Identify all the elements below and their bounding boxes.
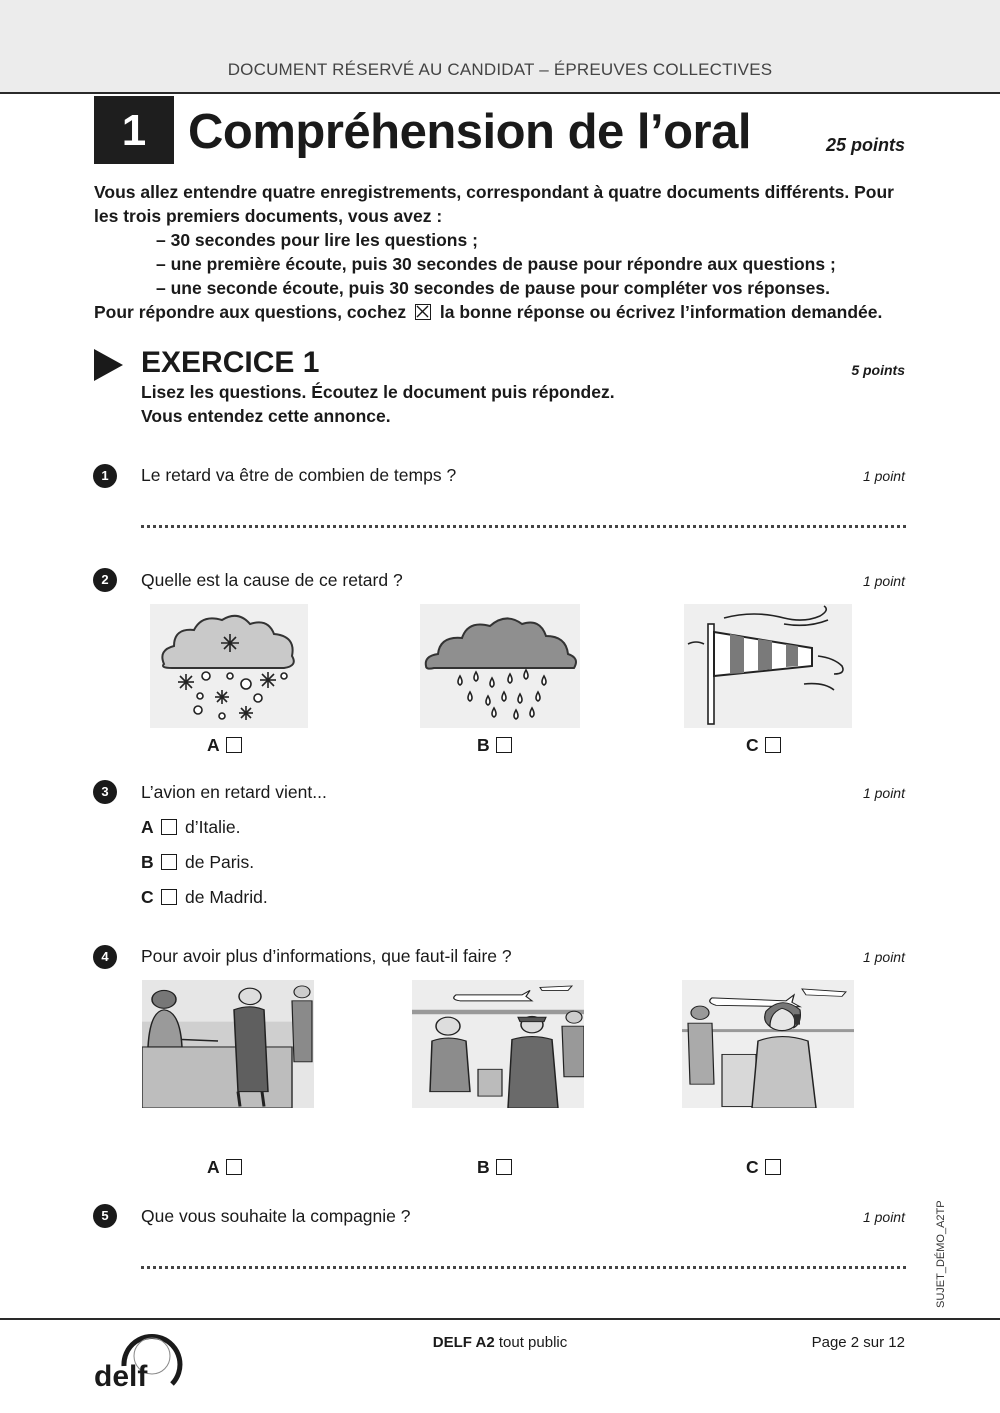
checkbox[interactable] (496, 1159, 512, 1175)
page-number: Page 2 sur 12 (811, 1334, 905, 1351)
question-points-4: 1 point (862, 949, 905, 965)
option-text: de Madrid. (185, 887, 268, 907)
option-letter: B (477, 735, 490, 755)
option-label-4c (746, 1157, 781, 1178)
exercise-instruction-line: Vous entendez cette annonce. (141, 406, 391, 426)
section-number: 1 (94, 96, 174, 164)
question-points-5: 1 point (862, 1209, 905, 1225)
checkbox[interactable] (161, 854, 177, 870)
checkbox[interactable] (496, 737, 512, 753)
question-number-5: 5 (93, 1204, 117, 1228)
checkbox[interactable] (161, 889, 177, 905)
header-text: DOCUMENT RÉSERVÉ AU CANDIDAT – ÉPREUVES COLLECTIVES (227, 60, 773, 79)
option-letter: C (141, 887, 154, 907)
intro-answer-line (94, 300, 906, 324)
option-letter: C (746, 735, 759, 755)
option-label-2c (746, 735, 781, 756)
question-number-1: 1 (93, 464, 117, 488)
info-desk-illustration (142, 980, 314, 1108)
intro-line: Vous allez entendre quatre enregistrements, correspondant à quatre documents différents. Pour les trois premiers documents, vous avez : (94, 182, 894, 226)
intro-bullet: – une seconde écoute, puis 30 secondes de pause pour compléter vos réponses. (156, 278, 830, 298)
airport-staff-illustration (412, 980, 584, 1108)
checkbox[interactable] (765, 737, 781, 753)
exam-audience: tout public (494, 1334, 568, 1351)
exercise-instruction-line: Lisez les questions. Écoutez le document puis répondez. (141, 382, 615, 402)
phone-call-illustration (682, 980, 854, 1108)
intro-instructions (94, 180, 906, 324)
option-label-2a (207, 735, 242, 756)
checkbox[interactable] (226, 1159, 242, 1175)
question-points-1: 1 point (862, 468, 905, 484)
option-text: de Paris. (185, 852, 255, 872)
exercise-title: EXERCICE 1 (141, 346, 320, 379)
question-text-5: Que vous souhaite la compagnie ? (141, 1206, 411, 1226)
checked-box-icon (415, 304, 431, 320)
question-text-1: Le retard va être de combien de temps ? (141, 465, 457, 485)
question-number-2: 2 (93, 568, 117, 592)
footer-divider (0, 1318, 1000, 1320)
mcq-option-3b[interactable] (141, 852, 254, 873)
option-letter: B (477, 1157, 490, 1177)
snow-cloud-icon (150, 604, 308, 728)
side-code: SUJET_DÉMO_A2TP (935, 1200, 947, 1308)
option-letter: A (207, 1157, 220, 1177)
intro-bullet: – une première écoute, puis 30 secondes de pause pour répondre aux questions ; (156, 254, 836, 274)
question-points-3: 1 point (862, 785, 905, 801)
checkbox[interactable] (161, 819, 177, 835)
answer-line-1[interactable] (141, 525, 906, 528)
question-text-4: Pour avoir plus d’informations, que faut-il faire ? (141, 946, 512, 966)
section-title: Compréhension de l’oral (188, 105, 751, 159)
windsock-icon (684, 604, 852, 728)
header-bar (0, 0, 1000, 94)
option-label-4b (477, 1157, 512, 1178)
rain-cloud-icon (420, 604, 580, 728)
mcq-option-3c[interactable] (141, 887, 268, 908)
option-text: d’Italie. (185, 817, 241, 837)
option-label-4a (207, 1157, 242, 1178)
exercise-points: 5 points (851, 362, 905, 378)
question-text-3: L’avion en retard vient... (141, 782, 327, 802)
option-letter: A (207, 735, 220, 755)
question-number-3: 3 (93, 780, 117, 804)
intro-bullet: – 30 secondes pour lire les questions ; (156, 230, 478, 250)
logo-text: delf (94, 1360, 148, 1392)
checkbox[interactable] (765, 1159, 781, 1175)
answer-text-after: la bonne réponse ou écrivez l’information demandée. (439, 302, 883, 322)
option-letter: B (141, 852, 154, 872)
mcq-option-3a[interactable] (141, 817, 240, 838)
question-number-4: 4 (93, 945, 117, 969)
checkbox[interactable] (226, 737, 242, 753)
exercise-instructions (141, 380, 615, 428)
option-letter: A (141, 817, 154, 837)
play-arrow-icon (94, 349, 123, 381)
option-label-2b (477, 735, 512, 756)
question-points-2: 1 point (862, 573, 905, 589)
answer-line-5[interactable] (141, 1266, 906, 1269)
section-points: 25 points (825, 135, 905, 155)
exam-level: DELF A2 (432, 1334, 495, 1351)
option-letter: C (746, 1157, 759, 1177)
answer-text-before: Pour répondre aux questions, cochez (94, 302, 407, 322)
question-text-2: Quelle est la cause de ce retard ? (141, 570, 403, 590)
